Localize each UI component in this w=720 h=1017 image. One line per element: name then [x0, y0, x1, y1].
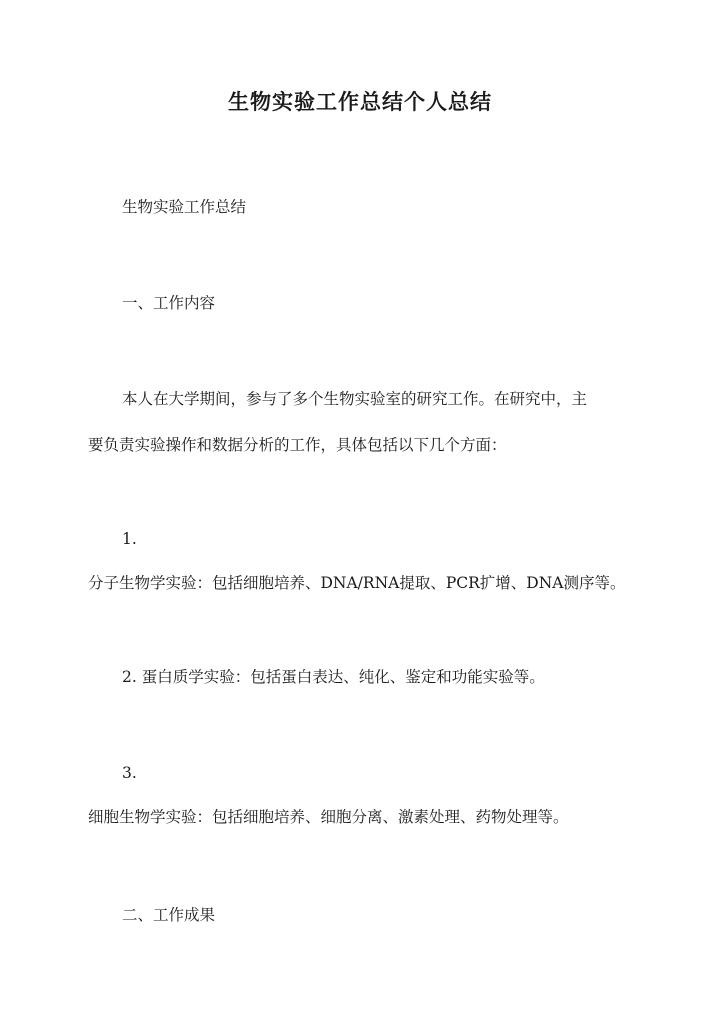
list-item-2-text: 2. 蛋白质学实验：包括蛋白表达、纯化、鉴定和功能实验等。 — [122, 668, 545, 686]
document-title: 生物实验工作总结个人总结 — [228, 89, 492, 114]
intro-paragraph-line-1: 本人在大学期间，参与了多个生物实验室的研究工作。在研究中，主 — [122, 390, 588, 408]
section-heading-work-results: 二、工作成果 — [122, 906, 216, 924]
document-subtitle: 生物实验工作总结 — [122, 198, 247, 216]
section-heading-work-content: 一、工作内容 — [122, 294, 216, 312]
list-item-3-text: 细胞生物学实验：包括细胞培养、细胞分离、激素处理、药物处理等。 — [88, 808, 569, 826]
list-item-1-number: 1. — [122, 530, 137, 548]
intro-paragraph-line-2: 要负责实验操作和数据分析的工作，具体包括以下几个方面： — [88, 436, 507, 454]
list-item-3-number: 3. — [122, 764, 137, 782]
list-item-1-text: 分子生物学实验：包括细胞培养、DNA/RNA提取、PCR扩增、DNA测序等。 — [88, 574, 626, 592]
